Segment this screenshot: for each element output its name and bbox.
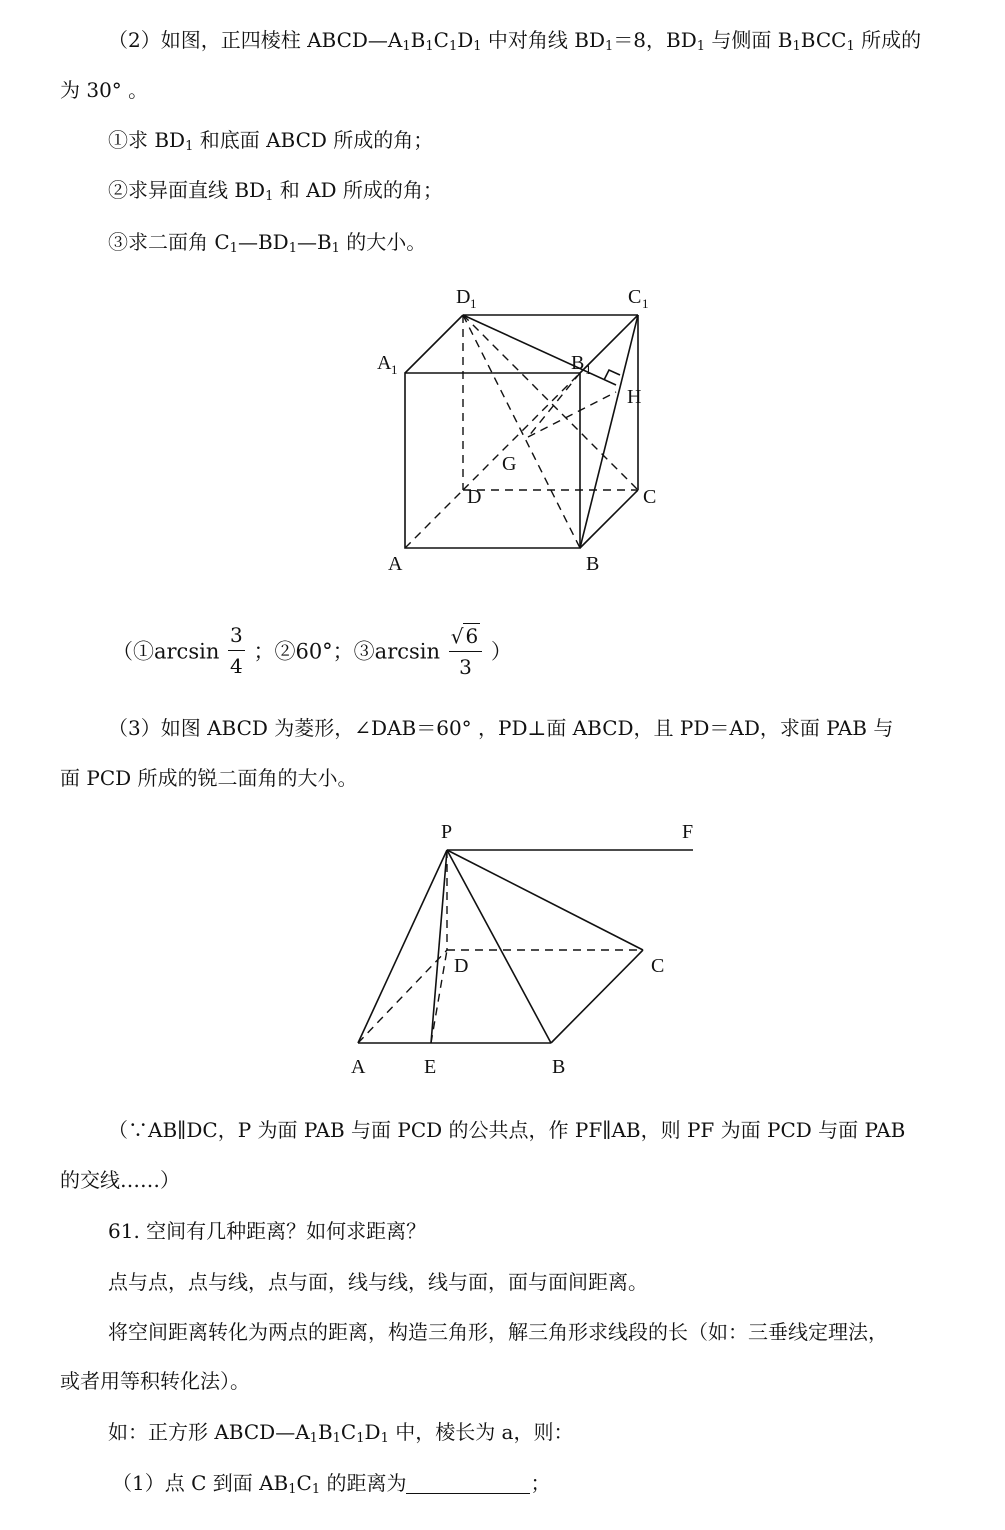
- q61-p4: （1）点 C 到面 $AB_1C_1$ 的距离为 ；: [112, 1471, 551, 1497]
- q3-line1: （3）如图 ABCD 为菱形，∠DAB＝60° ，PD⊥面 ABCD，且 PD＝AD，求面 PAB 与: [108, 716, 894, 740]
- q2-intro-line2: 为 30° 。: [60, 78, 149, 102]
- seg-gh: [528, 392, 616, 437]
- q2-item3: ③求二面角 $C_1—BD_1—B_1$ 的大小。: [108, 230, 427, 256]
- diag-bd1: [463, 315, 580, 548]
- label-f: F: [682, 821, 694, 843]
- q2-intro-line1: （2）如图，正四棱柱 $ABCD—A_1B_1C_1D_1$ 中对角线 $BD_1=8$，$BD_1$ 与侧面 $B_1BCC_1$ 所成的: [108, 28, 922, 54]
- label-a1: A: [377, 352, 392, 374]
- q2-item2: ②求异面直线 $BD_1$ 和 AD 所成的角；: [108, 178, 443, 204]
- answer-blank[interactable]: [406, 1471, 530, 1494]
- label-c1: C: [628, 286, 642, 308]
- q3-note-line2: 的交线……）: [60, 1168, 180, 1192]
- q2-item1: ①求 $BD_1$ 和底面 ABCD 所成的角；: [108, 128, 434, 154]
- prism-figure: [0, 0, 1005, 600]
- edge-ad: [405, 490, 463, 548]
- label-h: H: [627, 386, 642, 408]
- label-c: C: [651, 955, 665, 977]
- edge-pb: [447, 850, 551, 1043]
- label-b: B: [552, 1056, 566, 1078]
- svg-text:1: 1: [470, 296, 477, 311]
- label-a: A: [388, 553, 403, 575]
- edge-a1d1: [405, 315, 463, 373]
- label-a: A: [351, 1056, 366, 1078]
- label-b1: B: [571, 352, 585, 374]
- label-c: C: [643, 486, 657, 508]
- label-d: D: [454, 955, 469, 977]
- q61-p3: 如：正方形 $ABCD—A_1B_1C_1D_1$ 中，棱长为 a，则：: [108, 1420, 574, 1446]
- svg-text:1: 1: [585, 362, 592, 377]
- label-e: E: [424, 1056, 437, 1078]
- q3-note-line1: （∵AB∥DC，P 为面 PAB 与面 PCD 的公共点，作 PF∥AB，则 PF 为面 PCD 与面 PAB: [108, 1118, 906, 1142]
- edge-bc: [580, 490, 638, 548]
- label-g: G: [502, 453, 517, 475]
- q2-answer: （①arcsin $\frac{3}{4}$ ；②60°；③arcsin $\frac{√ 6}{3}$ ）: [112, 623, 512, 680]
- svg-text:1: 1: [642, 296, 649, 311]
- q61-title: 61. 空间有几种距离？如何求距离？: [108, 1219, 427, 1243]
- q61-p2-line2: 或者用等积转化法）。: [60, 1369, 250, 1393]
- label-p: P: [441, 821, 453, 843]
- q61-p2-line1: 将空间距离转化为两点的距离，构造三角形，解三角形求线段的长（如：三垂线定理法，: [108, 1320, 888, 1344]
- q61-p1: 点与点，点与线，点与面，线与线，线与面，面与面间距离。: [108, 1270, 648, 1294]
- pyramid-figure: [0, 800, 1005, 1100]
- seg-b1g: [528, 373, 580, 437]
- edge-bc1: [580, 315, 638, 548]
- label-d: D: [467, 486, 482, 508]
- edge-de: [431, 950, 447, 1043]
- edge-pc: [447, 850, 643, 950]
- svg-text:1: 1: [391, 362, 398, 377]
- label-b: B: [586, 553, 600, 575]
- fraction-3-4: $\frac{3}{4}$: [230, 623, 243, 679]
- label-d1: D: [456, 286, 471, 308]
- right-angle-mark: [604, 370, 620, 380]
- q3-line2: 面 PCD 所成的锐二面角的大小。: [60, 766, 358, 790]
- fraction-sqrt6-3: $\frac{√ 6}{3}$: [449, 622, 482, 679]
- edge-d1h: [463, 315, 616, 385]
- edge-bc: [551, 950, 643, 1043]
